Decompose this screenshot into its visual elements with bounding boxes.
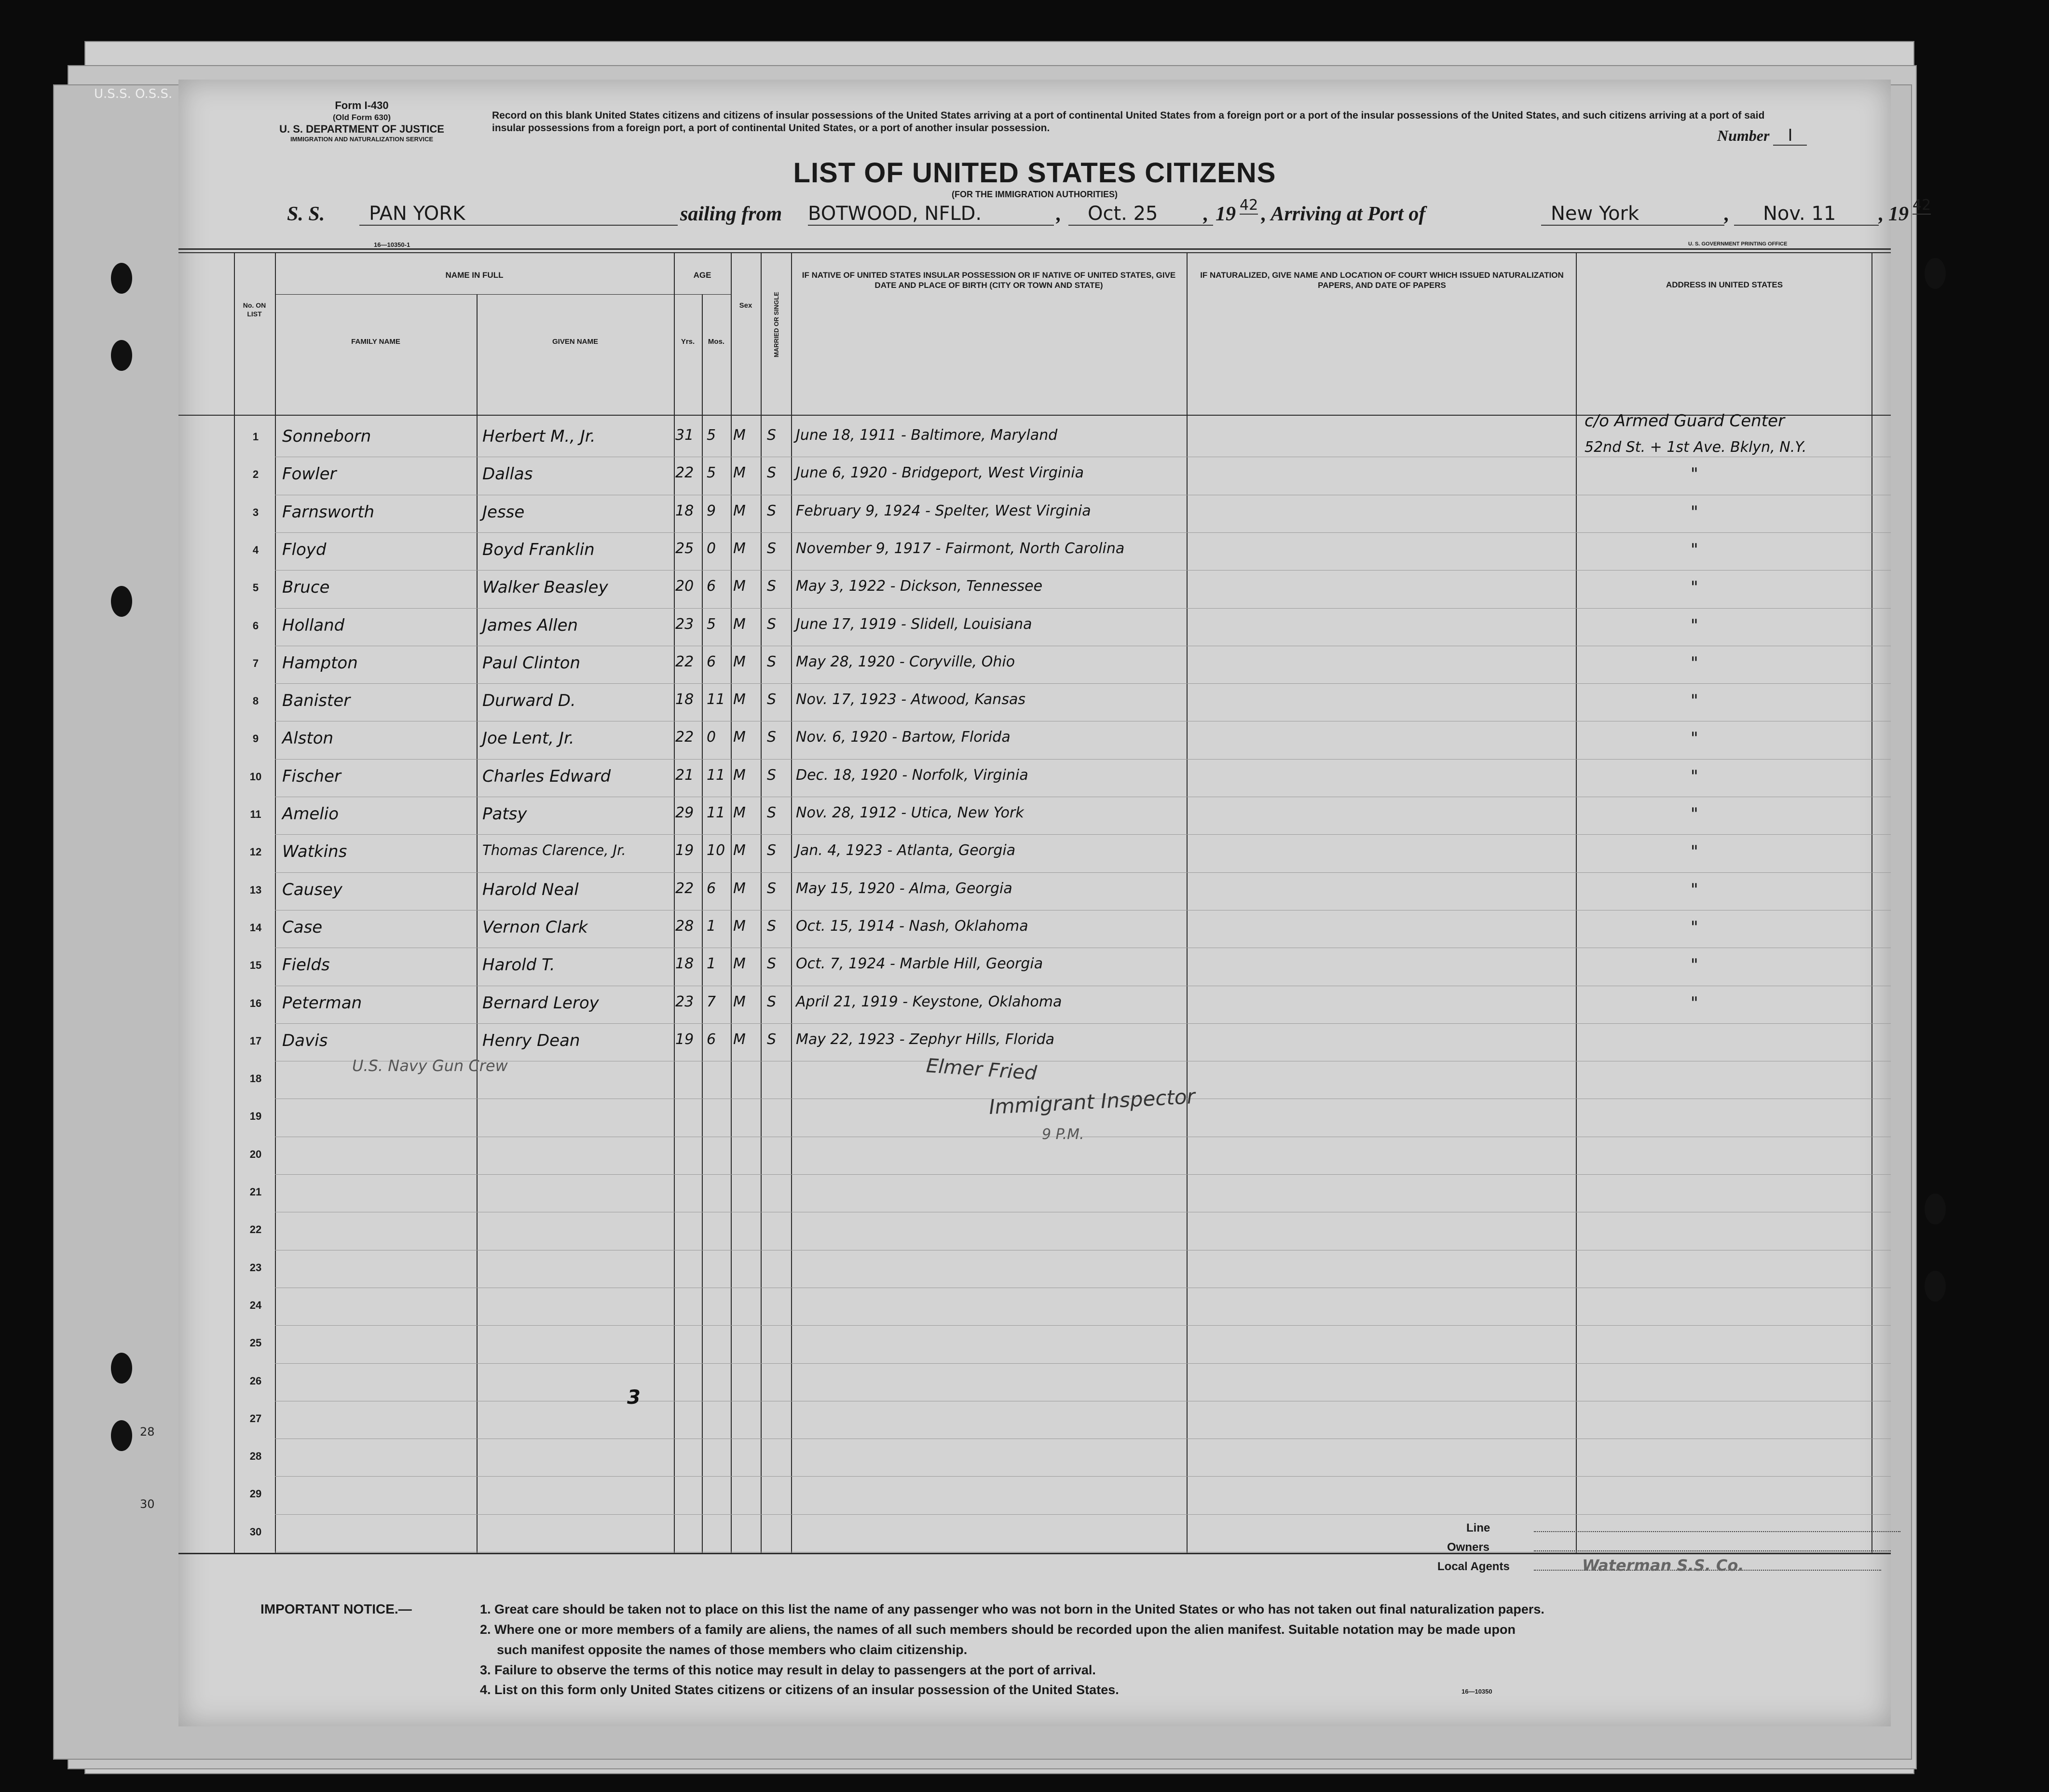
age-years: 18: [675, 502, 694, 519]
address: ": [1691, 502, 1698, 522]
rule: [731, 252, 732, 1554]
rule: [275, 294, 731, 295]
family-name: Hampton: [282, 653, 358, 673]
sex: M: [733, 540, 746, 557]
given-name: James Allen: [482, 615, 578, 635]
birth-date-place: Nov. 6, 1920 - Bartow, Florida: [796, 729, 1011, 746]
row-rule: [275, 532, 1891, 533]
page-title: LIST OF UNITED STATES CITIZENS: [793, 157, 1276, 189]
marital-status: S: [767, 842, 777, 859]
rule: [1187, 252, 1188, 1554]
marital-status: S: [767, 955, 777, 973]
marital-status: S: [767, 766, 777, 784]
birth-date-place: Oct. 7, 1924 - Marble Hill, Georgia: [796, 955, 1043, 973]
rule: [178, 252, 1891, 253]
age-years: 18: [675, 691, 694, 708]
family-name: Farnsworth: [282, 502, 375, 522]
row-number: 12: [249, 846, 262, 858]
address: ": [1691, 804, 1698, 824]
family-name: Causey: [282, 880, 342, 899]
address: ": [1691, 729, 1698, 748]
address: ": [1691, 993, 1698, 1013]
sex: M: [733, 691, 746, 708]
rule: [178, 1553, 1891, 1554]
arrive-year-prefix: 19: [1888, 203, 1909, 225]
notice-item-1: 1. Great care should be taken not to place on this list the name of any passenger who was not born in the United States or who has not taken out final naturalization papers.: [480, 1602, 1544, 1616]
row-number: 4: [252, 543, 259, 556]
family-name: Alston: [282, 729, 334, 748]
important-notice: [260, 1599, 1852, 1700]
given-name: Charles Edward: [482, 766, 611, 786]
marital-status: S: [767, 804, 777, 821]
number-value: I: [1773, 125, 1807, 146]
arrive-port: New York: [1541, 203, 1724, 226]
birth-date-place: May 3, 1922 - Dickson, Tennessee: [796, 578, 1043, 595]
family-name: Holland: [282, 615, 345, 635]
sex: M: [733, 578, 746, 595]
age-years: 23: [675, 993, 694, 1010]
binder-hole: [111, 1420, 132, 1451]
number-label: Number: [1717, 127, 1770, 144]
row-rule: [275, 834, 1891, 835]
row-rule: [275, 1363, 1891, 1364]
col-yrs: Yrs.: [681, 338, 695, 346]
rule: [477, 294, 478, 1553]
birth-date-place: May 15, 1920 - Alma, Georgia: [796, 880, 1012, 897]
given-name: Harold Neal: [482, 880, 579, 899]
marital-status: S: [767, 615, 777, 633]
address: ": [1691, 653, 1698, 673]
birth-date-place: May 28, 1920 - Coryville, Ohio: [796, 653, 1015, 670]
printing-office: U. S. GOVERNMENT PRINTING OFFICE: [1688, 241, 1788, 247]
address: ": [1691, 578, 1698, 597]
sep: ,: [1724, 203, 1730, 225]
col-given-name: GIVEN NAME: [552, 338, 598, 346]
row-number: 1: [252, 431, 259, 443]
sex: M: [733, 464, 746, 482]
navy-note: U.S. Navy Gun Crew: [352, 1057, 508, 1075]
marital-status: S: [767, 993, 777, 1010]
address: ": [1691, 880, 1698, 899]
arrive-date: Nov. 11: [1734, 203, 1879, 226]
row-rule: [275, 683, 1891, 684]
row-number: 21: [249, 1186, 262, 1198]
row-rule: [275, 1023, 1891, 1024]
sex: M: [733, 804, 746, 821]
from-port: BOTWOOD, NFLD.: [808, 203, 1054, 226]
given-name: Walker Beasley: [482, 578, 608, 597]
row-number: 25: [249, 1337, 262, 1349]
rule: [234, 252, 235, 1554]
age-years: 19: [675, 1031, 694, 1048]
family-name: Fischer: [282, 766, 341, 786]
family-name: Banister: [282, 691, 351, 711]
age-months: 11: [707, 691, 725, 708]
notice-item-2b: such manifest opposite the names of those members who claim citizenship.: [497, 1642, 968, 1657]
address: ": [1691, 917, 1698, 937]
birth-date-place: June 17, 1919 - Slidell, Louisiana: [796, 615, 1032, 633]
row-rule: [275, 1325, 1891, 1326]
given-name: Joe Lent, Jr.: [482, 729, 574, 748]
margin-note-30: 30: [140, 1497, 155, 1511]
sex: M: [733, 653, 746, 670]
local-agents-label: Local Agents: [1437, 1560, 1510, 1573]
list-number: [1717, 125, 1807, 145]
family-name: Amelio: [282, 804, 339, 824]
old-form: (Old Form 630): [333, 112, 391, 122]
owners-row: [1447, 1541, 1519, 1560]
row-number: 14: [249, 921, 262, 934]
birth-date-place: May 22, 1923 - Zephyr Hills, Florida: [796, 1031, 1055, 1048]
row-number: 26: [249, 1374, 262, 1387]
given-name: Bernard Leroy: [482, 993, 599, 1013]
margin-note-top: U.S.S. O.S.S.: [94, 87, 173, 101]
age-years: 23: [675, 615, 694, 633]
binder-hole: [111, 1353, 132, 1384]
marital-status: S: [767, 540, 777, 557]
record-instructions: Record on this blank United States citizens and citizens of insular possessions of the United States arriving at a port of continental United States from a foreign port or a port of the insular possessions of the United States, and such citizens arriving at a port of said insular possessions from a foreign port, a port of continental United States, or a port of another insular possession.: [492, 110, 1765, 134]
sex: M: [733, 615, 746, 633]
binder-hole: [111, 340, 132, 371]
age-months: 9: [707, 502, 716, 519]
line-label: Line: [1466, 1521, 1490, 1534]
row-number: 11: [250, 808, 261, 820]
age-years: 20: [675, 578, 694, 595]
rule: [1576, 252, 1577, 1554]
rule: [702, 294, 703, 1553]
given-name: Thomas Clarence, Jr.: [482, 842, 626, 859]
age-months: 5: [707, 615, 716, 633]
sex: M: [733, 917, 746, 935]
age-months: 6: [707, 578, 716, 595]
sex: M: [733, 502, 746, 519]
owners-label: Owners: [1447, 1541, 1490, 1554]
sex: M: [733, 1031, 746, 1048]
given-name: Jesse: [482, 502, 525, 522]
binder-hole: [1925, 258, 1946, 289]
ss-label: S. S.: [287, 203, 325, 225]
local-agents-value: Waterman S.S. Co.: [1582, 1556, 1744, 1575]
manifest-sheet: [178, 80, 1931, 1726]
age-years: 25: [675, 540, 694, 557]
col-naturalized: IF NATURALIZED, GIVE NAME AND LOCATION OF COURT WHICH ISSUED NATURALIZATION PAPERS, AND DATE OF PAPERS: [1200, 271, 1564, 290]
row-number: 22: [249, 1223, 262, 1236]
family-name: Peterman: [282, 993, 362, 1013]
rule: [761, 252, 762, 1554]
given-name: Herbert M., Jr.: [482, 427, 596, 446]
binder-hole: [1925, 1271, 1946, 1302]
row-number: 10: [249, 770, 262, 783]
age-months: 11: [707, 804, 725, 821]
row-number: 3: [252, 506, 259, 518]
birth-date-place: Dec. 18, 1920 - Norfolk, Virginia: [796, 766, 1028, 784]
notice-label: IMPORTANT NOTICE.—: [260, 1602, 412, 1616]
row-number: 8: [252, 695, 259, 707]
rule: [275, 252, 276, 1554]
page-subtitle: (FOR THE IMMIGRATION AUTHORITIES): [952, 190, 1118, 199]
address: ": [1691, 955, 1698, 975]
marital-status: S: [767, 464, 777, 482]
age-years: 28: [675, 917, 694, 935]
rule: [178, 248, 1891, 250]
age-years: 22: [675, 464, 694, 482]
given-name: Paul Clinton: [482, 653, 581, 673]
agents-block: [1437, 1521, 1744, 1579]
row-number: 23: [249, 1261, 262, 1274]
sep: ,: [1056, 203, 1062, 225]
birth-date-place: Jan. 4, 1923 - Atlanta, Georgia: [796, 842, 1016, 859]
sep: ,: [1203, 203, 1209, 225]
given-name: Boyd Franklin: [482, 540, 595, 559]
age-months: 6: [707, 1031, 716, 1048]
birth-date-place: February 9, 1924 - Spelter, West Virginia: [796, 502, 1091, 519]
row-number: 6: [252, 619, 259, 632]
birth-date-place: Oct. 15, 1914 - Nash, Oklahoma: [796, 917, 1028, 935]
address: ": [1691, 691, 1698, 711]
age-years: 31: [675, 427, 694, 444]
row-number: 13: [249, 883, 262, 896]
sex: M: [733, 729, 746, 746]
sex: M: [733, 842, 746, 859]
row-number: 24: [249, 1299, 262, 1311]
line-row: [1466, 1521, 1539, 1541]
address-line-2: 52nd St. + 1st Ave. Bklyn, N.Y.: [1585, 439, 1807, 456]
time-note: 9 P.M.: [1042, 1126, 1084, 1143]
family-name: Bruce: [282, 578, 330, 597]
sep: ,: [1879, 203, 1884, 225]
sex: M: [733, 766, 746, 784]
family-name: Sonneborn: [282, 427, 371, 446]
depart-date: Oct. 25: [1068, 203, 1213, 226]
row-number: 16: [249, 997, 262, 1009]
col-name-in-full: NAME IN FULL: [445, 271, 504, 280]
col-age: AGE: [693, 271, 711, 280]
sex: M: [733, 955, 746, 973]
birth-date-place: June 18, 1911 - Baltimore, Maryland: [796, 427, 1058, 444]
age-years: 18: [675, 955, 694, 973]
service: IMMIGRATION AND NATURALIZATION SERVICE: [290, 136, 434, 143]
inspector-name: Elmer Fried: [925, 1055, 1038, 1085]
binder-hole: [1925, 1194, 1946, 1224]
age-years: 21: [675, 766, 694, 784]
marital-status: S: [767, 427, 777, 444]
col-birth: IF NATIVE OF UNITED STATES INSULAR POSSESSION OR IF NATIVE OF UNITED STATES, GIVE DATE AND PLACE OF BIRTH (CITY OR TOWN AND STATE): [802, 271, 1176, 290]
arrive-year: 42: [1912, 197, 1931, 214]
row-rule: [275, 1174, 1891, 1175]
age-years: 29: [675, 804, 694, 821]
col-family-name: FAMILY NAME: [351, 338, 400, 346]
family-name: Fowler: [282, 464, 337, 484]
sex: M: [733, 993, 746, 1010]
col-no: No. ON LIST: [243, 301, 266, 318]
row-number: 20: [249, 1148, 262, 1160]
birth-date-place: November 9, 1917 - Fairmont, North Carolina: [796, 540, 1125, 557]
local-agents-row: [1437, 1556, 1744, 1579]
marital-status: S: [767, 1031, 777, 1048]
age-months: 6: [707, 653, 716, 670]
row-number: 19: [249, 1110, 262, 1123]
voyage-line: [287, 197, 1931, 231]
marital-status: S: [767, 502, 777, 519]
arriving-label: , Arriving at Port of: [1261, 203, 1426, 225]
marital-status: S: [767, 578, 777, 595]
form-number: Form I-430: [335, 99, 389, 111]
age-months: 11: [707, 766, 725, 784]
birth-date-place: Nov. 17, 1923 - Atwood, Kansas: [796, 691, 1025, 708]
age-months: 1: [707, 955, 716, 973]
row-number: 9: [252, 733, 259, 745]
given-name: Harold T.: [482, 955, 555, 975]
address: ": [1691, 766, 1698, 786]
department: U. S. DEPARTMENT OF JUSTICE: [279, 122, 444, 135]
row-number: 17: [249, 1034, 262, 1047]
row-number: 28: [249, 1450, 262, 1463]
row-rule: [275, 872, 1891, 873]
birth-date-place: June 6, 1920 - Bridgeport, West Virginia: [796, 464, 1084, 482]
age-months: 5: [707, 427, 716, 444]
ship-name: PAN YORK: [359, 203, 678, 226]
age-months: 0: [707, 729, 716, 746]
age-years: 19: [675, 842, 694, 859]
given-name: Henry Dean: [482, 1031, 580, 1050]
address: ": [1691, 842, 1698, 862]
birth-date-place: Nov. 28, 1912 - Utica, New York: [796, 804, 1024, 821]
family-name: Floyd: [282, 540, 327, 559]
bottom-form-code: 16—10350: [1462, 1688, 1492, 1695]
row-number: 18: [249, 1072, 262, 1085]
address: ": [1691, 615, 1698, 635]
notice-item-3: 3. Failure to observe the terms of this notice may result in delay to passengers at the port of arrival.: [480, 1662, 1096, 1677]
row-number: 2: [252, 468, 259, 481]
row-rule: [275, 1514, 1891, 1515]
col-address: ADDRESS IN UNITED STATES: [1666, 280, 1783, 289]
row-number: 27: [249, 1412, 262, 1425]
marital-status: S: [767, 880, 777, 897]
family-name: Davis: [282, 1031, 328, 1050]
age-years: 22: [675, 729, 694, 746]
family-name: Watkins: [282, 842, 347, 862]
depart-year: 42: [1240, 197, 1258, 214]
row-number: 5: [252, 582, 259, 594]
inspector-title: Immigrant Inspector: [988, 1084, 1196, 1119]
age-years: 22: [675, 653, 694, 670]
row-rule: [275, 759, 1891, 760]
age-years: 22: [675, 880, 694, 897]
col-married: MARRIED OR SINGLE: [772, 292, 780, 358]
address: ": [1691, 464, 1698, 484]
age-months: 10: [707, 842, 725, 859]
given-name: Vernon Clark: [482, 917, 588, 937]
margin-note-28: 28: [140, 1425, 155, 1439]
binder-hole: [111, 586, 132, 617]
notice-item-4: 4. List on this form only United States citizens or citizens of an insular possession of the United States.: [480, 1683, 1119, 1697]
marital-status: S: [767, 691, 777, 708]
given-name: Durward D.: [482, 691, 576, 711]
marital-status: S: [767, 917, 777, 935]
passenger-table: [178, 248, 1891, 1560]
form-header: [251, 99, 473, 144]
marital-status: S: [767, 729, 777, 746]
depart-year-prefix: 19: [1216, 203, 1236, 225]
col-sex: Sex: [739, 301, 752, 310]
rule: [1871, 252, 1872, 1554]
family-name: Fields: [282, 955, 330, 975]
col-mos: Mos.: [708, 338, 725, 346]
age-months: 7: [707, 993, 716, 1010]
row-number: 30: [249, 1525, 262, 1538]
address: ": [1691, 540, 1698, 559]
page-mark: 3: [627, 1386, 641, 1409]
row-rule: [275, 1476, 1891, 1477]
age-months: 0: [707, 540, 716, 557]
sex: M: [733, 880, 746, 897]
age-months: 5: [707, 464, 716, 482]
row-number: 15: [249, 959, 262, 972]
sex: M: [733, 427, 746, 444]
rule: [791, 252, 792, 1554]
age-months: 1: [707, 917, 716, 935]
age-months: 6: [707, 880, 716, 897]
birth-date-place: April 21, 1919 - Keystone, Oklahoma: [796, 993, 1062, 1010]
family-name: Case: [282, 917, 323, 937]
address: c/o Armed Guard Center: [1585, 411, 1785, 431]
given-name: Patsy: [482, 804, 527, 824]
row-rule: [275, 608, 1891, 609]
row-number: 7: [252, 657, 259, 669]
sailing-label: sailing from: [680, 203, 782, 225]
rule: [674, 252, 675, 1554]
marital-status: S: [767, 653, 777, 670]
binder-hole: [111, 263, 132, 294]
row-number: 29: [249, 1488, 262, 1500]
notice-item-2: 2. Where one or more members of a family are aliens, the names of all such members should be recorded upon the alien manifest. Suitable notation may be made upon: [480, 1622, 1516, 1637]
given-name: Dallas: [482, 464, 533, 484]
top-form-code: 16—10350-1: [374, 241, 410, 248]
